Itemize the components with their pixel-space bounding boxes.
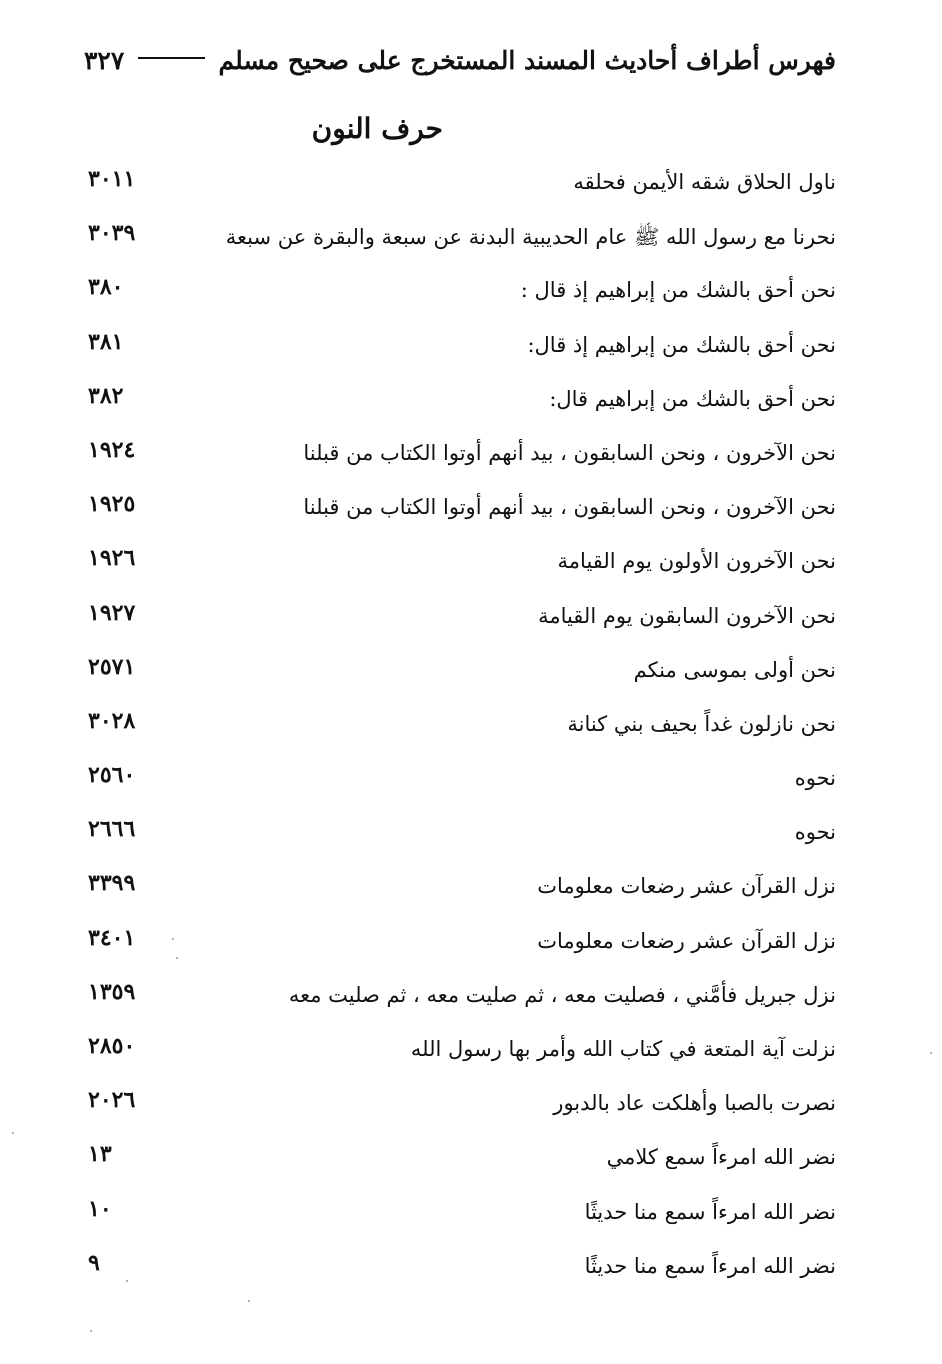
entry-number: ٢٥٧١: [88, 653, 136, 680]
scan-speck: [176, 957, 178, 959]
entry-text: نضر الله امرءاً سمع كلامي: [606, 1145, 836, 1170]
page-number: ٣٢٧: [84, 45, 125, 75]
index-entry: [84, 702, 836, 756]
entry-number: ٩: [88, 1249, 100, 1276]
running-title: فهرس أطراف أحاديث المسند المستخرج على صحيح مسلم: [218, 45, 836, 75]
index-entry: [84, 756, 836, 810]
entry-number: ١٩٢٥: [88, 491, 136, 518]
entry-number: ١٠: [88, 1195, 112, 1222]
entry-number: ١٩٢٦: [88, 545, 136, 572]
entry-number: ٣٣٩٩: [88, 870, 136, 897]
entry-text: نحن الآخرون الأولون يوم القيامة: [557, 549, 836, 574]
index-entry: [84, 1190, 836, 1244]
entry-number: ١٩٢٤: [88, 436, 136, 463]
entry-number: ٢٦٦٦: [88, 816, 136, 843]
index-entry: [84, 810, 836, 864]
entry-number: ٣٨٢: [88, 382, 124, 409]
entry-number: ٢٥٦٠: [88, 762, 136, 789]
entry-text: نزلت آية المتعة في كتاب الله وأمر بها رسول الله: [410, 1037, 836, 1061]
entry-text: نزل القرآن عشر رضعات معلومات: [537, 928, 836, 953]
entry-number: ٣٠١١: [88, 166, 136, 192]
entry-number: ١٣: [88, 1141, 112, 1168]
entry-text: نضر الله امرءاً سمع منا حديثًا: [584, 1253, 836, 1278]
entry-text: نحوه: [794, 820, 836, 845]
entry-text: نحن أحق بالشك من إبراهيم إذ قال :: [520, 278, 836, 303]
index-entry: [84, 919, 836, 973]
entry-text: نحن الآخرون ، ونحن السابقون ، بيد أنهم أوتوا الكتاب من قبلنا: [303, 440, 836, 465]
scan-speck: [12, 1132, 14, 1134]
index-entry: [84, 214, 836, 268]
entry-text: نزل جبريل فأمَّني ، فصليت معه ، ثم صليت معه ، ثم صليت معه: [288, 982, 836, 1007]
index-list: [84, 160, 836, 1298]
index-entry: [84, 377, 836, 431]
entry-text: نحرنا مع رسول الله ﷺ عام الحديبية البدنة عن سبعة والبقرة عن سبعة: [225, 225, 836, 250]
entry-number: ٢٠٢٦: [88, 1087, 136, 1114]
scan-speck: [126, 1280, 128, 1282]
index-entry: [84, 268, 836, 322]
index-entry: [84, 648, 836, 702]
scan-speck: [930, 1052, 932, 1054]
entry-number: ٣٠٢٨: [88, 707, 136, 734]
entry-number: ٣٨١: [88, 328, 124, 355]
section-title: حرف النون: [311, 112, 443, 145]
entry-text: نحن أولى بموسى منكم: [633, 657, 836, 682]
entry-number: ١٣٥٩: [88, 978, 136, 1005]
scan-speck: [172, 938, 174, 940]
entry-text: نحن أحق بالشك من إبراهيم قال:: [549, 386, 836, 411]
index-entry: [84, 160, 836, 214]
entry-number: ٣٨٠: [88, 274, 124, 301]
entry-text: نحن نازلون غداً بحيف بني كنانة: [567, 711, 836, 736]
page-header: [84, 40, 836, 80]
entry-number: ٢٨٥٠: [88, 1033, 136, 1059]
scan-speck: [90, 1330, 92, 1332]
entry-text: نزل القرآن عشر رضعات معلومات: [537, 874, 836, 899]
entry-text: نحن الآخرون السابقون يوم القيامة: [538, 603, 836, 628]
entry-text: نضر الله امرءاً سمع منا حديثًا: [584, 1199, 836, 1224]
index-entry: [84, 594, 836, 648]
index-entry: [84, 431, 836, 485]
index-entry: [84, 1135, 836, 1189]
index-entry: [84, 539, 836, 593]
index-entry: [84, 1244, 836, 1298]
entry-text: ناول الحلاق شقه الأيمن فحلقه: [573, 170, 836, 194]
index-entry: [84, 973, 836, 1027]
header-rule: [138, 57, 204, 59]
index-entry: [84, 1081, 836, 1135]
index-entry: [84, 323, 836, 377]
entry-text: نحوه: [794, 766, 836, 791]
entry-text: نصرت بالصبا وأهلكت عاد بالدبور: [553, 1091, 836, 1116]
index-entry: [84, 1027, 836, 1081]
index-entry: [84, 864, 836, 918]
scan-speck: [248, 1300, 250, 1302]
index-entry: [84, 485, 836, 539]
entry-text: نحن أحق بالشك من إبراهيم إذ قال:: [527, 332, 836, 357]
entry-number: ١٩٢٧: [88, 599, 136, 626]
entry-text: نحن الآخرون ، ونحن السابقون ، بيد أنهم أوتوا الكتاب من قبلنا: [303, 495, 836, 520]
entry-number: ٣٠٣٩: [88, 220, 136, 247]
entry-number: ٣٤٠١: [88, 924, 136, 951]
